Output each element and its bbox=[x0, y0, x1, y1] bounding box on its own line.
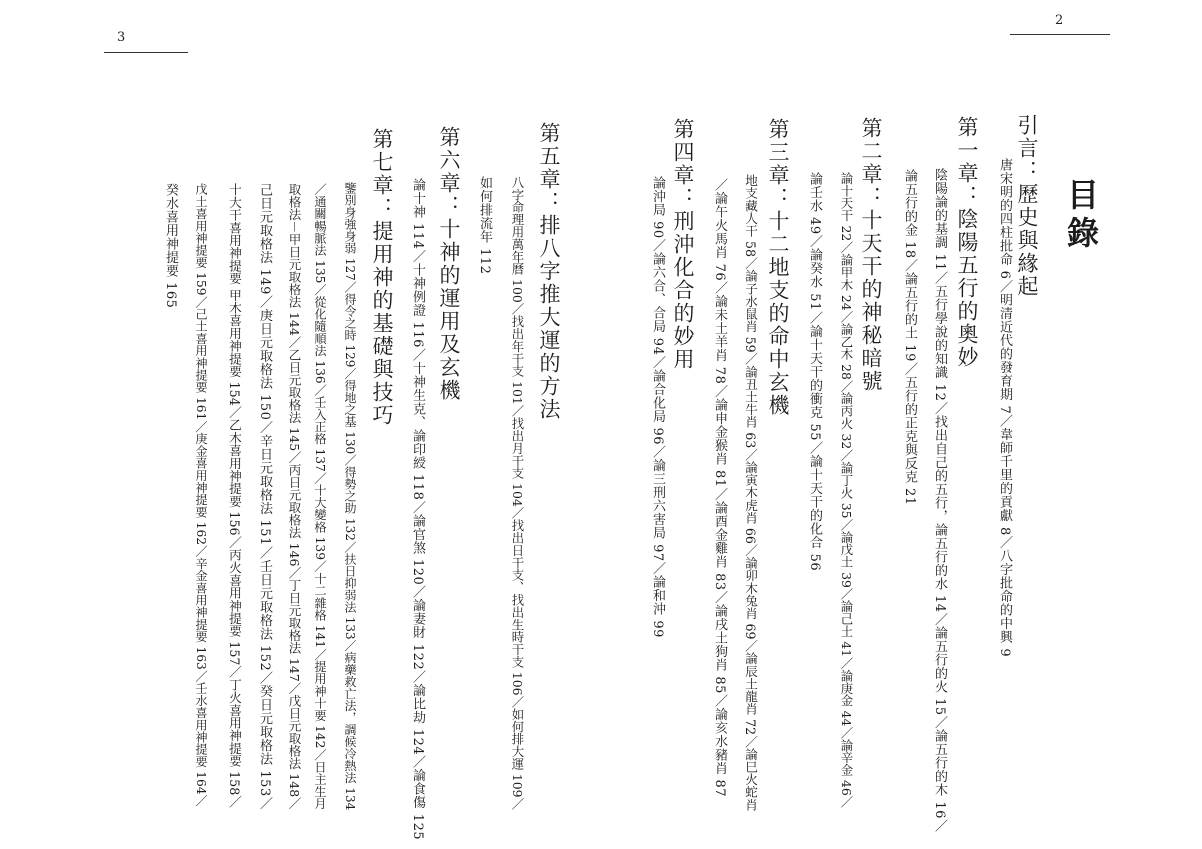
toc-column: 取格法－甲日元取格法 144／乙日元取格法 145／丙日元取格法 146／丁日元取格法 147／戊日元取格法 148／ bbox=[287, 183, 302, 810]
toc-column: 己日元取格法 149／庚日元取格法 150／辛日元取格法 151／壬日元取格法 152／癸日元取格法 153／ bbox=[257, 183, 272, 811]
toc-column: 第二章：十天干的神秘暗號 bbox=[859, 117, 883, 393]
toc-column: 第五章：排八字推大運的方法 bbox=[537, 122, 561, 421]
toc-column: 癸水喜用神提要 165 bbox=[163, 183, 178, 309]
toc-column: 論十天干 22／論甲木 24／論乙木 28／論丙火 32／論丁火 35／論戊土 39／論己土 41／論庚金 44／論辛金 46／ bbox=[839, 172, 854, 809]
toc-column: ／通關暢脈法 135／從化隨順法 136／壬入正格 137／十大變格 139／十二雜格 141／提用神十要 142／日主生月 bbox=[313, 183, 327, 810]
toc-column: 鑒別身強身弱 127／得令之時 129／得地之基 130／得勢之助 132／扶日抑弱法 133／病藥救亡法，調候冷熱法 134 bbox=[343, 182, 357, 811]
toc-column: 引言：歷史與緣起 bbox=[1015, 114, 1039, 298]
toc-column: 陰陽論的基調 11／五行學說的知識 12／找出自己的五行，論五行的水 14／論五行的火 15／論五行的木 16／ bbox=[932, 168, 947, 833]
header-rule-right bbox=[1010, 34, 1110, 35]
page-number-right: 2 bbox=[1055, 13, 1064, 28]
page-number-left: 3 bbox=[117, 30, 126, 45]
toc-column: 論五行的金 18／論五行的土 19／五行的正克與反克 21 bbox=[902, 169, 917, 506]
toc-column: ／論午火馬肖 76／論未土羊肖 78／論申金猴肖 81／論酉金雞肖 83／論戌土狗肖 85／論亥水豬肖 87 bbox=[712, 178, 727, 798]
toc-column: 十大干喜用神提要 甲木喜用神提要 154／乙木喜用神提要 156／丙火喜用神提要 157／丁火喜用神提要 158／ bbox=[227, 183, 242, 809]
toc-column: 八字命理用萬年曆 100／找出年干支 101／找出月干支 104／找出日干支、找出生時干支 106／如何排大運 109／ bbox=[510, 176, 525, 810]
toc-column: 唐宋明的四柱批命 6／明清近代的發育期 7／韋師千里的貢獻 8／八字批命的中興 9 bbox=[997, 158, 1012, 658]
header-rule-left bbox=[104, 52, 188, 53]
toc-column: 論十神 114／十神例證 116／十神生克、論印綬 118／論官煞 120／論妻財 122／論比劫 124／論食傷 125 bbox=[410, 178, 425, 841]
toc-column: 第一章：陰陽五行的奧妙 bbox=[955, 116, 979, 369]
toc-column: 第七章：提用神的基礎與技巧 bbox=[370, 128, 394, 427]
toc-column: 地支藏人干 58／論子水鼠肖 59／論丑土牛肖 63／論寅木虎肖 66／論卯木兔肖 69／論辰土龍肖 72／論巳火蛇肖 bbox=[743, 174, 758, 811]
toc-column: 第三章：十二地支的命中玄機 bbox=[766, 118, 790, 417]
toc-column: 第四章：刑沖化合的妙用 bbox=[671, 118, 695, 371]
toc-column: 第六章：十神的運用及玄機 bbox=[437, 126, 461, 402]
toc-column: 論壬水 49／論癸水 51／論十天干的衝克 55／論十天干的化合 56 bbox=[807, 172, 822, 572]
toc-column: 如何排流年 112 bbox=[477, 176, 492, 275]
toc-title: 目錄 bbox=[1062, 178, 1100, 254]
toc-column: 論沖局 90／論六合、合局 94／論合化局 96／論三刑六害局 97／論和沖 99 bbox=[650, 176, 665, 638]
toc-column: 戊土喜用神提要 159／己土喜用神提要 161／庚金喜用神提要 162／辛金喜用神提要 163／壬水喜用神提要 164／ bbox=[194, 183, 208, 807]
